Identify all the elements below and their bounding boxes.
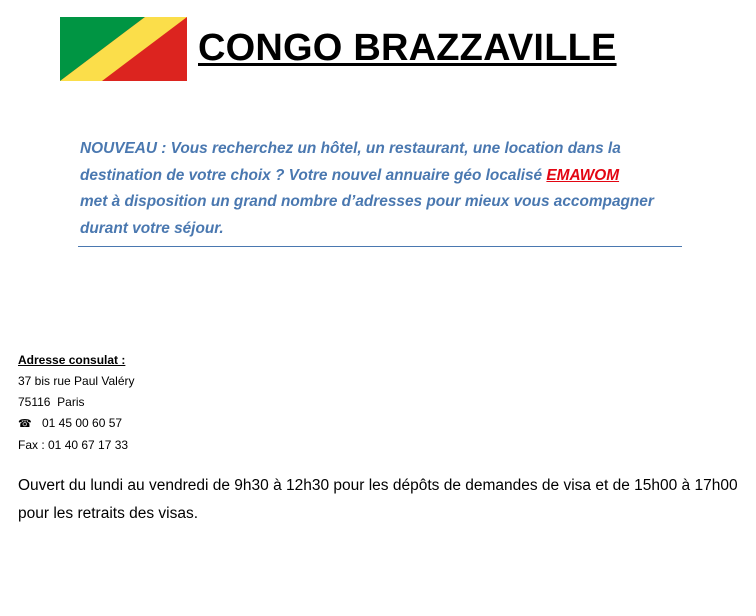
promo-line-3: met à disposition un grand nombre d’adresses pour mieux vous accompagner	[80, 193, 654, 210]
address-fax: Fax : 01 40 67 17 33	[18, 438, 129, 452]
opening-hours: Ouvert du lundi au vendredi de 9h30 à 12h30 pour les dépôts de demandes de visa et de 15h00 à 17h00 pour les retraits des visas.	[18, 477, 738, 522]
address-phone: 01 45 00 60 57	[42, 416, 123, 430]
promo-line-2-text: destination de votre choix ? Votre nouvel annuaire géo localisé	[80, 166, 547, 184]
address-label: Adresse consulat :	[18, 353, 126, 367]
emawom-link[interactable]: EMAWOM	[546, 166, 620, 184]
address-street: 37 bis rue Paul Valéry	[18, 374, 135, 388]
promo-line-4: durant votre séjour.	[80, 219, 224, 237]
congo-flag	[60, 17, 187, 81]
divider	[78, 246, 682, 247]
promo-block	[80, 136, 700, 242]
page-title: CONGO BRAZZAVILLE	[198, 27, 617, 69]
promo-line-1: NOUVEAU : Vous recherchez un hôtel, un restaurant, une location dans la	[80, 140, 621, 157]
address-phone-row	[18, 413, 135, 435]
promo-line-2	[80, 163, 700, 190]
address-city: 75116 Paris	[18, 395, 85, 409]
telephone-icon: ☎	[18, 418, 32, 430]
consulate-address	[18, 350, 135, 456]
